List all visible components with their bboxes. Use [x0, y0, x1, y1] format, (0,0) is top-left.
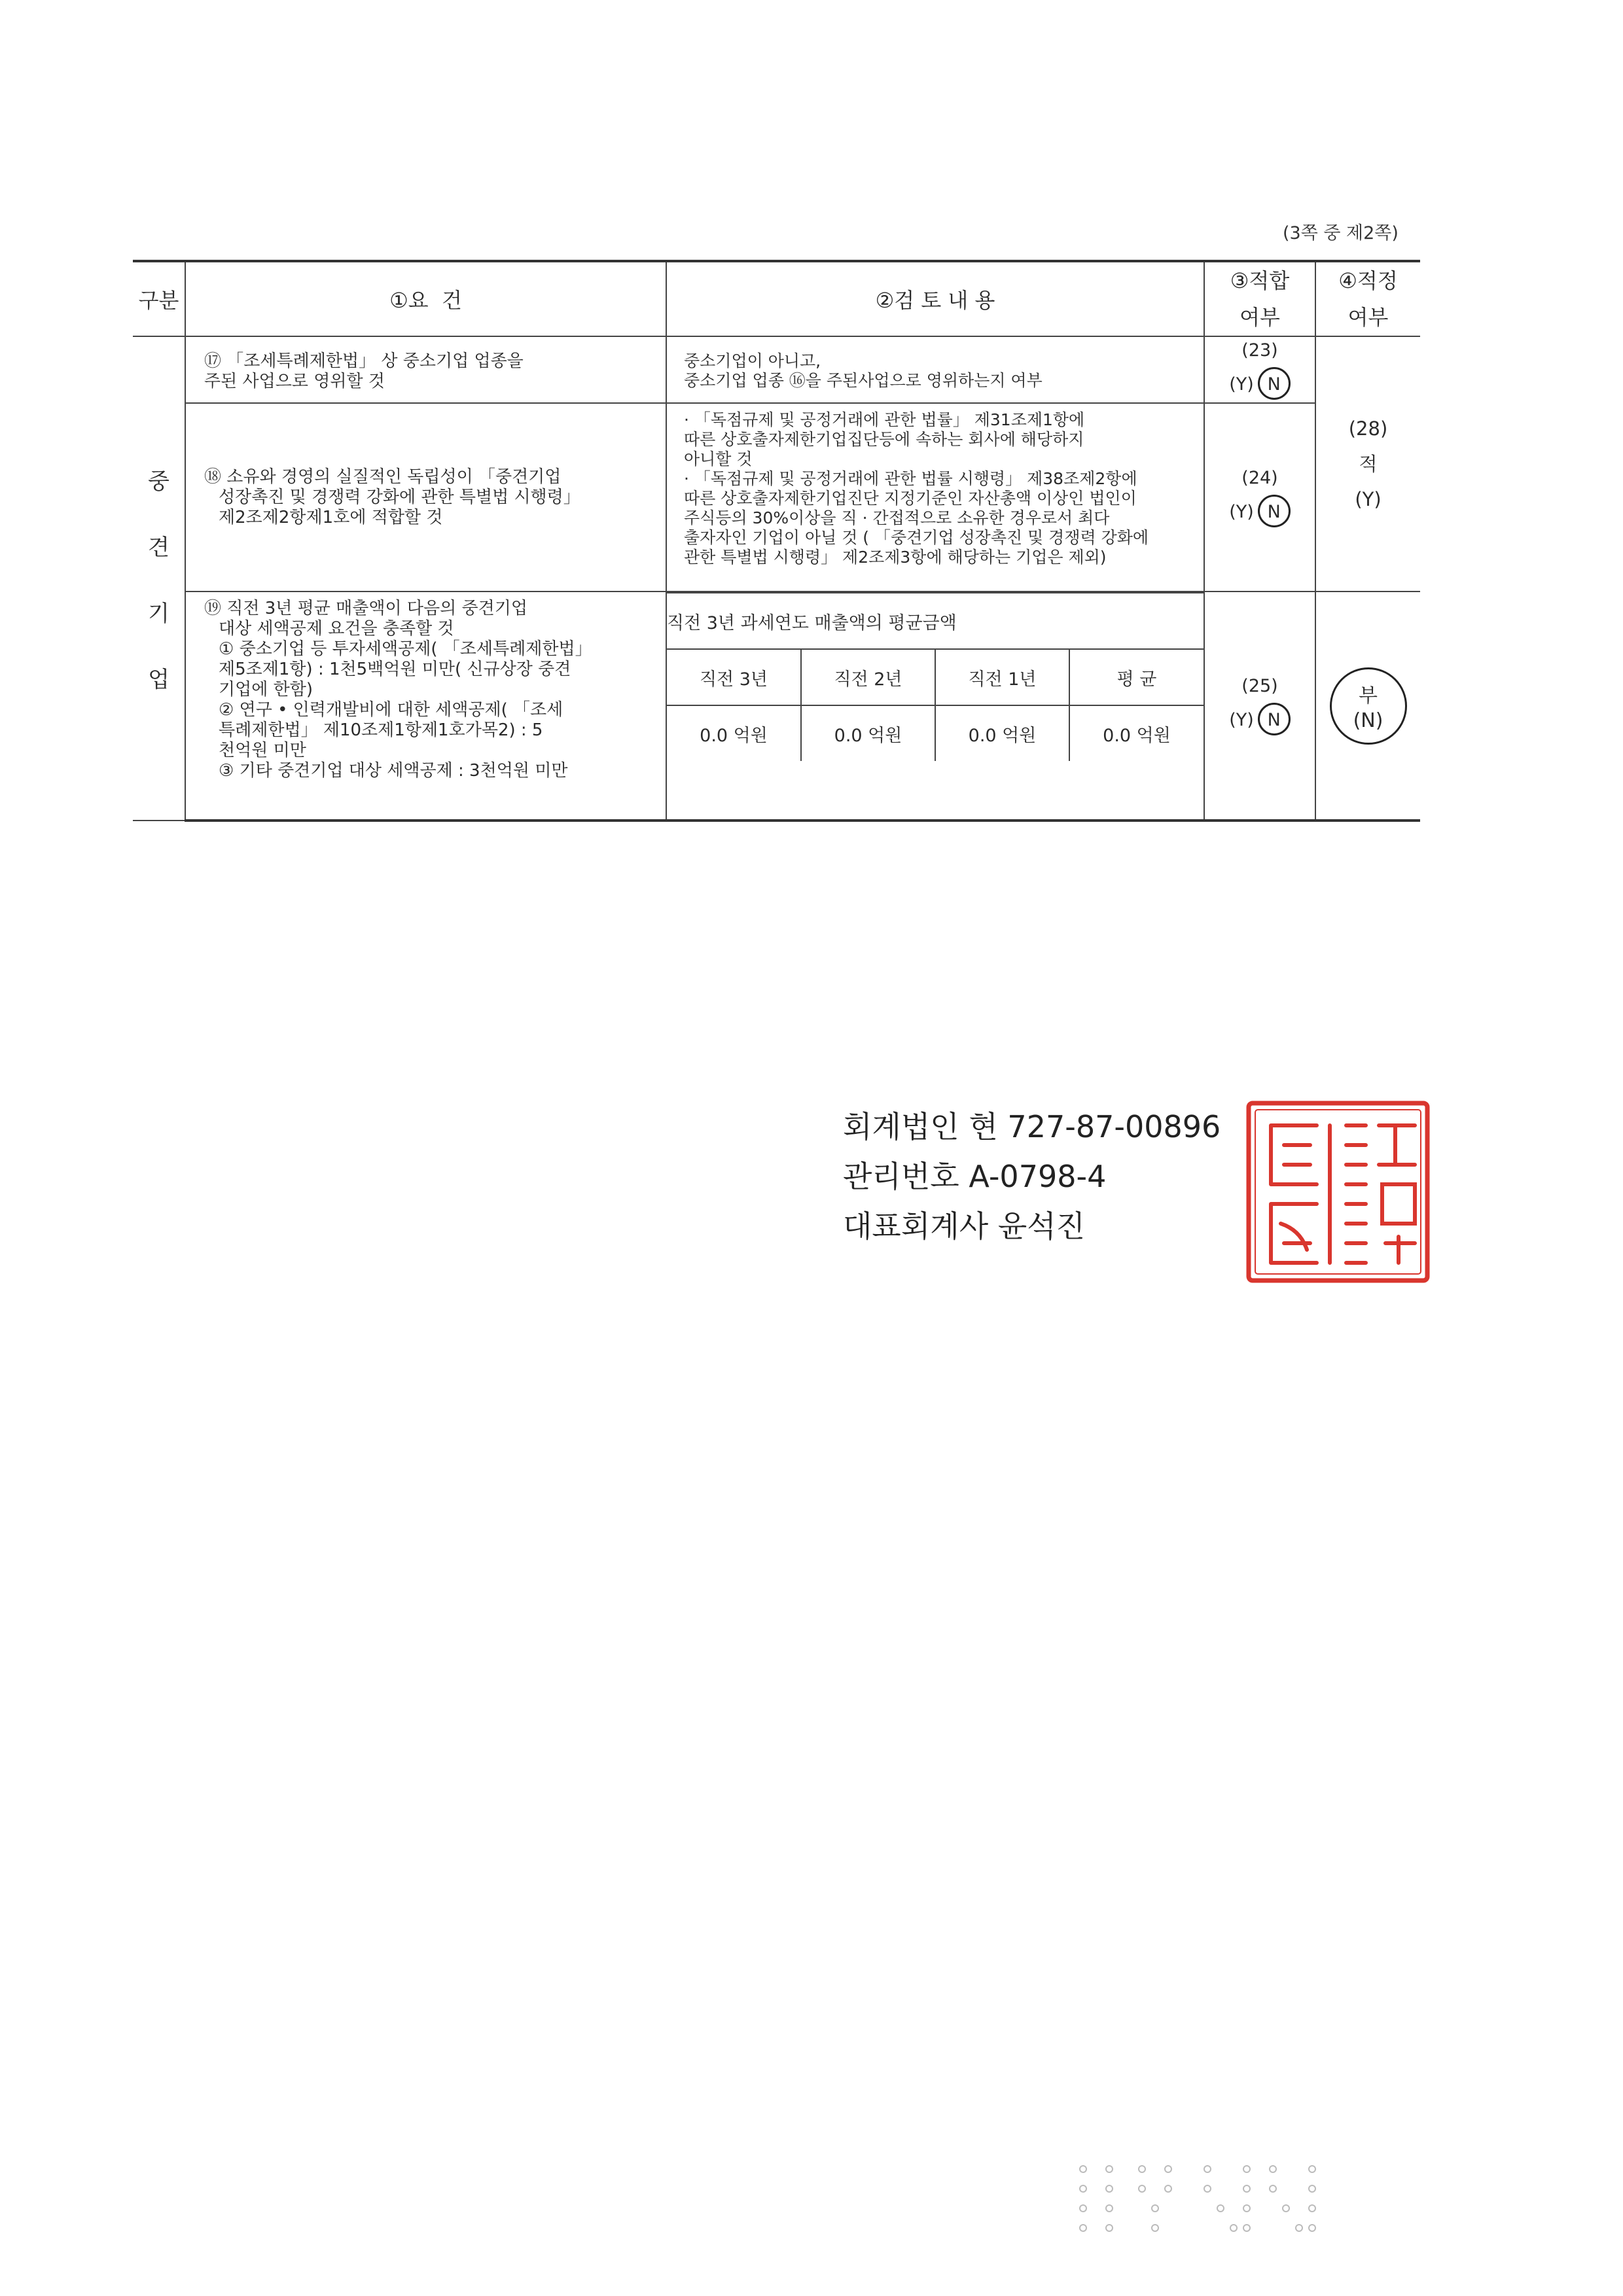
review-19 [666, 592, 1204, 821]
review-17 [666, 336, 1204, 403]
req-line: ⑱ 소유와 경영의 실질적인 독립성이 「중견기업 [204, 467, 562, 487]
scan-watermark-icon [1073, 2159, 1329, 2244]
representative-line: 대표회계사 윤석진 [843, 1209, 1086, 1244]
fit-no-circled: N [1258, 703, 1291, 735]
req-item: 특례제한법」 제10조제1항제1호가목2) : 5 [219, 720, 543, 740]
req-line: 성장촉진 및 경쟁력 강화에 관한 특별법 시행령」 [219, 487, 580, 507]
review-line: 따른 상호출자제한기업집단등에 속하는 회사에 해당하지 [684, 430, 1084, 449]
req-item: 천억원 미만 [219, 741, 306, 760]
header-fit-line1: ③적합 [1230, 268, 1290, 293]
category-char: 기 [148, 601, 169, 627]
req-line: 대상 세액공제 요건을 충족할 것 [219, 619, 454, 639]
requirement-17 [185, 336, 666, 403]
requirement-18 [185, 403, 666, 592]
registration-line: 관리번호 A-0798-4 [843, 1159, 1107, 1194]
category-cell [133, 336, 185, 821]
final-no-circled [1330, 667, 1407, 745]
sales-title: 직전 3년 과세연도 매출액의 평균금액 [667, 593, 1204, 649]
fit-yes: (Y) [1229, 501, 1254, 522]
review-line: · 「독점규제 및 공정거래에 관한 법률 시행령」 제38조제2항에 [684, 469, 1137, 488]
sales-value: 0.0 억원 [1069, 705, 1204, 761]
review-line: 출자자인 기업이 아닐 것 ( 「중견기업 성장촉진 및 경쟁력 강화에 [684, 528, 1149, 547]
sales-header: 직전 2년 [801, 649, 935, 705]
final-yn: (N) [1353, 709, 1383, 732]
header-requirement: ①요 건 [185, 261, 666, 336]
review-line: 중소기업이 아니고, [684, 351, 821, 370]
fit-number: (24) [1241, 467, 1278, 488]
header-fit [1204, 261, 1315, 336]
header-final-line2: 여부 [1347, 305, 1389, 330]
middle-enterprise-review-table [133, 260, 1420, 822]
accountant-signature [843, 1102, 1221, 1251]
official-seal-icon [1245, 1099, 1431, 1284]
req-line: ⑰ 「조세특례제한법」 상 중소기업 업종을 [204, 351, 524, 371]
final-word: 적 [1359, 453, 1378, 475]
sales-header: 직전 1년 [935, 649, 1069, 705]
final-word: 부 [1359, 684, 1378, 707]
req-line: ⑲ 직전 3년 평균 매출액이 다음의 중견기업 [204, 599, 527, 618]
final-yn: (Y) [1355, 488, 1382, 510]
req-line: 주된 사업으로 영위할 것 [204, 372, 385, 391]
review-line: 따른 상호출자제한기업진단 지정기준인 자산총액 이상인 법인이 [684, 489, 1137, 508]
category-char: 업 [148, 667, 169, 693]
sales-value: 0.0 억원 [801, 705, 935, 761]
row-18 [133, 403, 1420, 592]
header-final-line1: ④적정 [1338, 268, 1398, 293]
sales-value: 0.0 억원 [935, 705, 1069, 761]
review-line: 관한 특별법 시행령」 제2조제3항에 해당하는 기업은 제외) [684, 548, 1107, 567]
fit-25 [1204, 592, 1315, 821]
req-item: 제5조제1항) : 1천5백억원 미만( 신규상장 중견 [219, 660, 571, 679]
firm-line: 회계법인 현 727-87-00896 [843, 1109, 1221, 1144]
req-item: ② 연구 • 인력개발비에 대한 세액공제( 「조세 [219, 700, 563, 720]
fit-no-circled: N [1258, 495, 1291, 527]
sales-table [667, 592, 1204, 761]
header-fit-line2: 여부 [1240, 305, 1280, 330]
row-17 [133, 336, 1420, 403]
header-row [133, 261, 1420, 336]
req-item: ① 중소기업 등 투자세액공제( 「조세특례제한법」 [219, 639, 592, 659]
header-review: ②검 토 내 용 [666, 261, 1204, 336]
review-18 [666, 403, 1204, 592]
header-category: 구분 [133, 261, 185, 336]
review-line: · 「독점규제 및 공정거래에 관한 법률」 제31조제1항에 [684, 410, 1085, 429]
final-appropriate [1315, 336, 1420, 592]
sales-header: 평 균 [1069, 649, 1204, 705]
sales-header: 직전 3년 [667, 649, 801, 705]
fit-23 [1204, 336, 1315, 403]
fit-yes: (Y) [1229, 374, 1254, 395]
review-line: 중소기업 업종 ⑯을 주된사업으로 영위하는지 여부 [684, 371, 1043, 390]
sales-value: 0.0 억원 [667, 705, 801, 761]
category-char: 중 [148, 468, 169, 495]
final-inappropriate [1315, 592, 1420, 821]
fit-yes: (Y) [1229, 710, 1254, 730]
page-indicator: (3쪽 중 제2쪽) [1283, 223, 1399, 243]
fit-no-circled: N [1258, 367, 1291, 400]
fit-number: (25) [1241, 676, 1278, 696]
fit-24 [1204, 403, 1315, 592]
row-19 [133, 592, 1420, 821]
req-item: 기업에 한함) [219, 680, 313, 699]
final-number: (28) [1348, 417, 1388, 440]
header-final [1315, 261, 1420, 336]
req-item: ③ 기타 중견기업 대상 세액공제 : 3천억원 미만 [219, 761, 568, 781]
review-line: 아니할 것 [684, 450, 753, 468]
requirement-19 [185, 592, 666, 821]
req-line: 제2조제2항제1호에 적합할 것 [219, 507, 443, 527]
category-char: 견 [148, 535, 169, 561]
review-line: 주식등의 30%이상을 직 · 간접적으로 소유한 경우로서 최다 [684, 508, 1110, 527]
fit-number: (23) [1241, 340, 1278, 361]
